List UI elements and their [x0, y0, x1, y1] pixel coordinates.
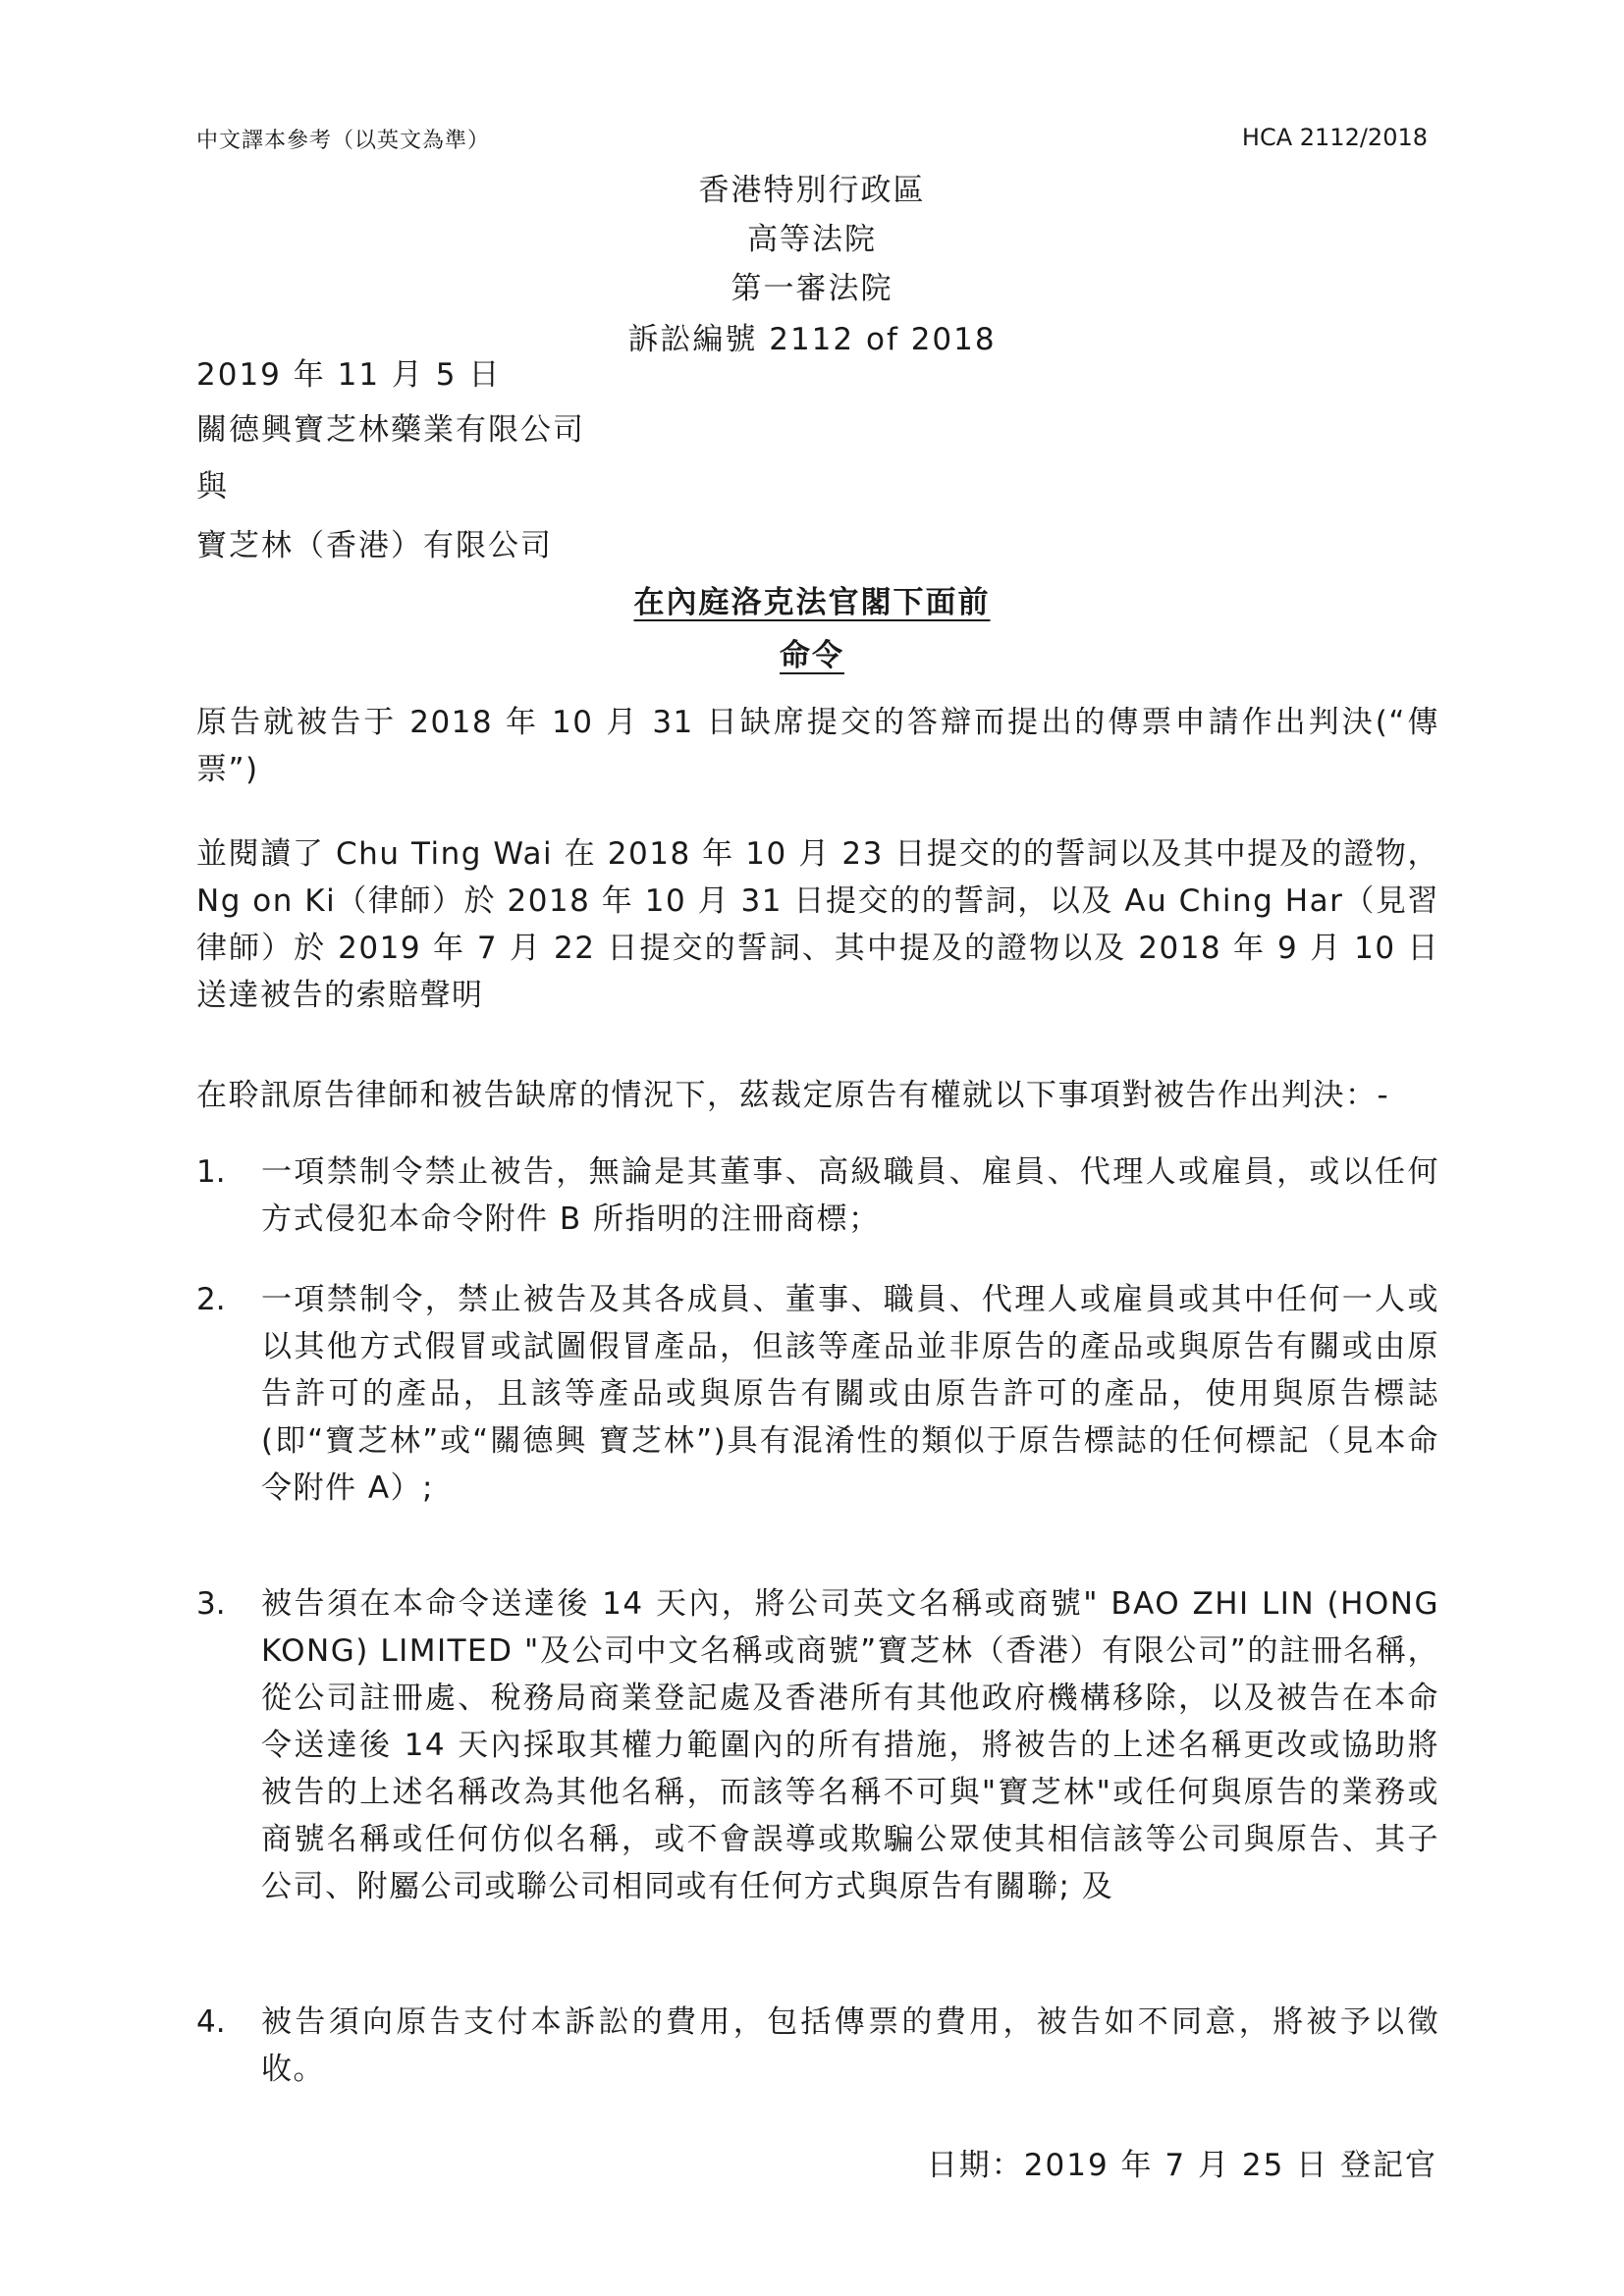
plaintiff-name: 關德興寶芝林藥業有限公司: [196, 412, 585, 448]
dateline-registrar: 日期：2019 年 7 月 25 日 登記官: [926, 2148, 1437, 2183]
item-text: 一項禁制令，禁止被告及其各成員、董事、職員、代理人或雇員或其中任何一人或以其他方式假冒或試圖假冒產品，但該等產品並非原告的產品或與原告有關或由原告許可的產品，且該等產品或與原告有關或由原告許可的產品，使用與原告標誌(即“寶芝林”或“關德興 寶芝林”)具有混淆性的類似于原告標誌的任何標記（見本命令附件 A）;: [261, 1282, 1439, 1506]
court-region: 香港特別行政區: [698, 173, 926, 208]
action-number: 訴訟編號 2112 of 2018: [627, 322, 997, 357]
item-number: 3.: [196, 1586, 226, 1622]
before-judge-title: 在內庭洛克法官閣下面前: [633, 585, 991, 620]
item-text: 被告須向原告支付本訴訟的費用，包括傳票的費用，被告如不同意，將被予以徵收。: [261, 2004, 1439, 2087]
item-number: 2.: [196, 1282, 226, 1317]
case-number: HCA 2112/2018: [1241, 124, 1428, 151]
paragraph-summons: 原告就被告于 2018 年 10 月 31 日缺席提交的答辯而提出的傳票申請作出判決(“傳票”): [196, 705, 1439, 787]
court-first-instance: 第一審法院: [731, 271, 893, 306]
item-text: 被告須在本命令送達後 14 天內，將公司英文名稱或商號" BAO ZHI LIN (HONG KONG) LIMITED "及公司中文名稱或商號”寶芝林（香港）有限公司”的註冊名稱，從公司註冊處、稅務局商業登記處及香港所有其他政府機構移除，以及被告在本命令送達後 14 天內採取其權力範圍內的所有措施，將被告的上述名稱更改或協助將被告的上述名稱改為其他名稱，而該等名稱不可與"寶芝林"或任何與原告的業務或商號名稱或任何仿似名稱，或不會誤導或欺騙公眾使其相信該等公司與原告、其子公司、附屬公司或聯公司相同或有任何方式與原告有關聯; 及: [261, 1586, 1439, 1904]
parties-and: 與: [196, 469, 229, 505]
item-number: 1.: [196, 1154, 226, 1190]
item-text: 一項禁制令禁止被告，無論是其董事、高級職員、雇員、代理人或雇員，或以任何方式侵犯本命令附件 B 所指明的注冊商標；: [261, 1154, 1439, 1237]
paragraph-judgment: 在聆訊原告律師和被告缺席的情況下，茲裁定原告有權就以下事項對被告作出判決：-: [196, 1078, 1390, 1113]
defendant-name: 寶芝林（香港）有限公司: [196, 528, 553, 563]
order-date: 2019 年 11 月 5 日: [196, 357, 502, 393]
paragraph-affirmations: 並閱讀了 Chu Ting Wai 在 2018 年 10 月 23 日提交的的誓詞以及其中提及的證物，Ng on Ki（律師）於 2018 年 10 月 31 日提交的的誓詞，以及 Au Ching Har（見習律師）於 2019 年 7 月 22 日提交的誓詞、其中提及的證物以及 2018 年 9 月 10 日送達被告的索賠聲明: [196, 836, 1439, 1013]
order-title: 命令: [780, 638, 844, 673]
translation-note: 中文譯本參考（以英文為準）: [196, 129, 491, 153]
item-number: 4.: [196, 2004, 226, 2040]
court-high-court: 高等法院: [747, 222, 877, 257]
